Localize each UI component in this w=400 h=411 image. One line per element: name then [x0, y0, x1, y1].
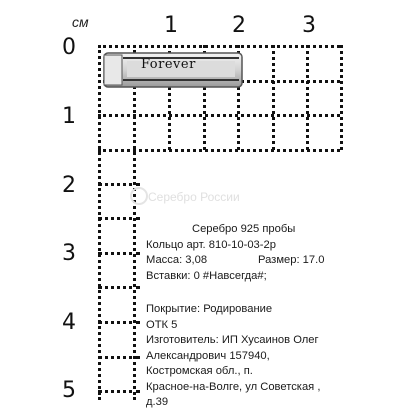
spec-mass-row [146, 253, 325, 269]
spec-inserts: Вставки: 0 #Навсегда#; [146, 269, 267, 282]
ruler-unit-label: см [72, 14, 89, 30]
ruler-top-1: 1 [164, 13, 178, 38]
ruler-side-4: 4 [62, 310, 76, 335]
spec-mass: Масса: 3,08 [146, 254, 208, 266]
ruler-side-3: 3 [62, 241, 76, 266]
ring-engraving: Forever [141, 57, 196, 72]
maker-line-5: д.39 [146, 396, 169, 408]
grid-vline-5 [272, 45, 275, 150]
maker-coating: Покрытие: Родирование [146, 303, 273, 315]
spec-size: Размер: 17.0 [258, 254, 325, 266]
ruler-side-2: 2 [62, 173, 76, 198]
ring-image [103, 52, 243, 88]
ruler-top-2: 2 [232, 13, 246, 38]
spec-article: Кольцо арт. 810-10-03-2р [146, 238, 276, 251]
grid-vline-7 [340, 45, 343, 150]
grid-vline-0 [98, 45, 101, 400]
ruler-side-1: 1 [62, 104, 76, 129]
ruler-side-5: 5 [62, 378, 76, 403]
ruler-top-3: 3 [302, 13, 316, 38]
ruler-side-0: 0 [62, 35, 76, 60]
maker-line-1: Изготовитель: ИП Хусаинов Олег [146, 334, 319, 346]
maker-line-2: Александрович 157940, [146, 349, 270, 362]
watermark-logo [130, 187, 148, 205]
grid-vline-1 [133, 45, 136, 400]
grid-vline-6 [306, 45, 309, 150]
maker-line-3: Костромская обл., п. [146, 365, 253, 377]
maker-block [146, 302, 320, 411]
maker-otk: ОТК 5 [146, 318, 178, 331]
watermark-text: Серебро России [148, 190, 240, 204]
spec-block [146, 222, 325, 284]
spec-metal: Серебро 925 пробы [192, 223, 296, 235]
maker-line-4: Красное-на-Волге, ул Советская , [146, 380, 321, 393]
